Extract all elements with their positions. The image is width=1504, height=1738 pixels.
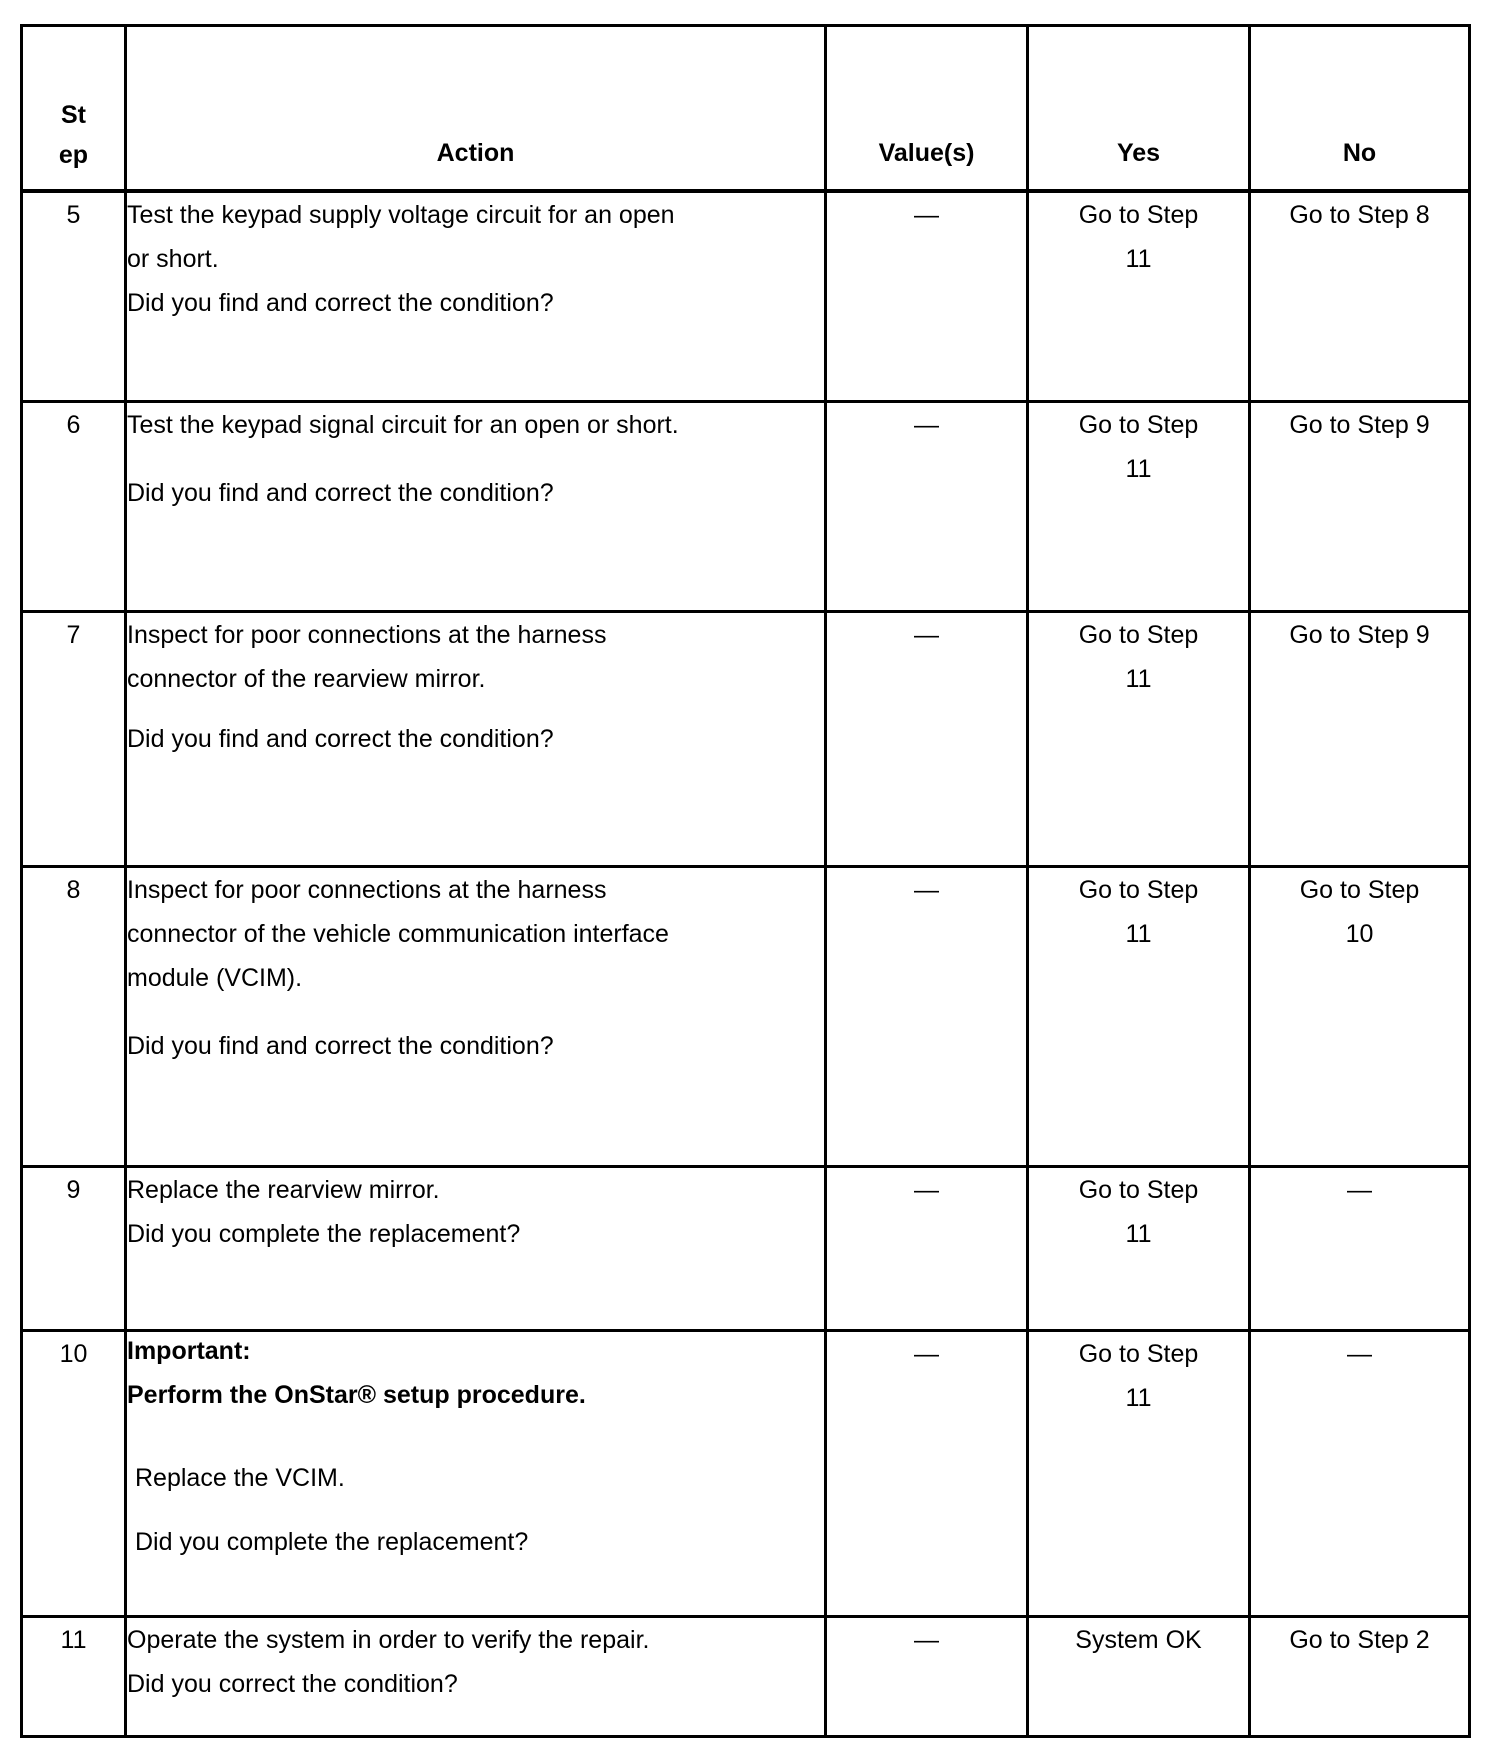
yes-line: 11 xyxy=(1125,1383,1152,1412)
diagnostic-table xyxy=(20,24,1471,1738)
table-row xyxy=(22,1166,1470,1330)
action-cell xyxy=(126,1616,826,1736)
action-cell xyxy=(126,611,826,866)
table-row xyxy=(22,866,1470,1166)
action-line: connector of the vehicle communication interface xyxy=(127,919,669,948)
no-cell xyxy=(1250,1330,1470,1616)
value-cell: — xyxy=(826,1166,1028,1330)
yes-line: Go to Step xyxy=(1078,875,1199,904)
action-question: Did you find and correct the condition? xyxy=(127,289,554,317)
action-cell xyxy=(126,1330,826,1616)
yes-line: Go to Step xyxy=(1078,1175,1199,1204)
action-cell xyxy=(126,1166,826,1330)
yes-line: Go to Step xyxy=(1078,410,1199,439)
action-line: Inspect for poor connections at the harness xyxy=(127,620,607,649)
action-cell xyxy=(126,401,826,611)
no-line: — xyxy=(1347,1339,1372,1368)
no-line: 10 xyxy=(1345,919,1374,948)
important-label: Important: xyxy=(127,1336,251,1365)
yes-line: Go to Step xyxy=(1078,620,1199,649)
yes-line: 11 xyxy=(1125,664,1152,693)
action-line: Replace the VCIM. xyxy=(135,1463,345,1492)
step-number: 8 xyxy=(22,866,126,1166)
yes-line: 11 xyxy=(1125,1219,1152,1248)
yes-cell xyxy=(1028,611,1250,866)
action-line: Operate the system in order to verify the repair. xyxy=(127,1625,650,1654)
yes-line: Go to Step xyxy=(1078,201,1199,229)
no-cell xyxy=(1250,866,1470,1166)
spacer xyxy=(127,447,824,471)
action-cell xyxy=(126,866,826,1166)
step-number: 5 xyxy=(22,191,126,401)
spacer xyxy=(127,701,824,717)
yes-cell xyxy=(1028,1166,1250,1330)
value-cell: — xyxy=(826,1330,1028,1616)
spacer xyxy=(127,1420,824,1456)
yes-cell xyxy=(1028,866,1250,1166)
table-row xyxy=(22,611,1470,866)
no-cell xyxy=(1250,191,1470,401)
action-line: Replace the rearview mirror. xyxy=(127,1175,440,1204)
no-cell xyxy=(1250,401,1470,611)
no-line: Go to Step xyxy=(1299,875,1420,904)
action-question: Did you find and correct the condition? xyxy=(127,478,554,507)
header-action: Action xyxy=(126,26,826,192)
action-line: connector of the rearview mirror. xyxy=(127,664,486,693)
value-cell: — xyxy=(826,1616,1028,1736)
no-cell xyxy=(1250,1616,1470,1736)
step-number: 11 xyxy=(22,1616,126,1736)
header-row xyxy=(22,26,1470,192)
step-number: 7 xyxy=(22,611,126,866)
header-yes: Yes xyxy=(1028,26,1250,192)
yes-line: 11 xyxy=(1125,454,1152,483)
header-no: No xyxy=(1250,26,1470,192)
table-row xyxy=(22,1616,1470,1736)
action-line: Test the keypad supply voltage circuit for an open xyxy=(127,201,675,229)
header-step xyxy=(22,26,126,192)
yes-line: System OK xyxy=(1075,1625,1202,1654)
spacer xyxy=(127,1000,824,1024)
header-step-line2: ep xyxy=(58,141,89,169)
no-line: — xyxy=(1347,1175,1372,1204)
value-cell: — xyxy=(826,611,1028,866)
action-line: Inspect for poor connections at the harness xyxy=(127,875,607,904)
header-step-line1: St xyxy=(61,101,86,129)
yes-cell xyxy=(1028,401,1250,611)
yes-cell xyxy=(1028,1616,1250,1736)
action-question: Did you complete the replacement? xyxy=(127,1219,521,1248)
yes-cell xyxy=(1028,191,1250,401)
yes-line: 11 xyxy=(1125,919,1152,948)
value-cell: — xyxy=(826,401,1028,611)
no-line: Go to Step 8 xyxy=(1289,201,1430,229)
action-question: Did you complete the replacement? xyxy=(135,1527,529,1556)
table-row xyxy=(22,191,1470,401)
step-number: 10 xyxy=(22,1330,126,1616)
yes-cell xyxy=(1028,1330,1250,1616)
action-line: module (VCIM). xyxy=(127,963,303,992)
value-cell: — xyxy=(826,866,1028,1166)
action-cell xyxy=(126,191,826,401)
step-number: 6 xyxy=(22,401,126,611)
table-row xyxy=(22,1330,1470,1616)
no-line: Go to Step 9 xyxy=(1289,410,1430,439)
no-cell xyxy=(1250,611,1470,866)
no-line: Go to Step 2 xyxy=(1289,1625,1430,1654)
step-number: 9 xyxy=(22,1166,126,1330)
header-values: Value(s) xyxy=(826,26,1028,192)
action-question: Did you find and correct the condition? xyxy=(127,724,554,753)
table-row xyxy=(22,401,1470,611)
spacer xyxy=(127,1500,824,1520)
yes-line: 11 xyxy=(1125,245,1152,273)
important-text: Perform the OnStar® setup procedure. xyxy=(127,1380,586,1409)
action-line: or short. xyxy=(127,245,219,273)
yes-line: Go to Step xyxy=(1078,1339,1199,1368)
action-line: Test the keypad signal circuit for an open or short. xyxy=(127,410,679,439)
action-question: Did you correct the condition? xyxy=(127,1669,458,1698)
no-cell xyxy=(1250,1166,1470,1330)
no-line: Go to Step 9 xyxy=(1289,620,1430,649)
value-cell: — xyxy=(826,191,1028,401)
action-question: Did you find and correct the condition? xyxy=(127,1031,554,1060)
